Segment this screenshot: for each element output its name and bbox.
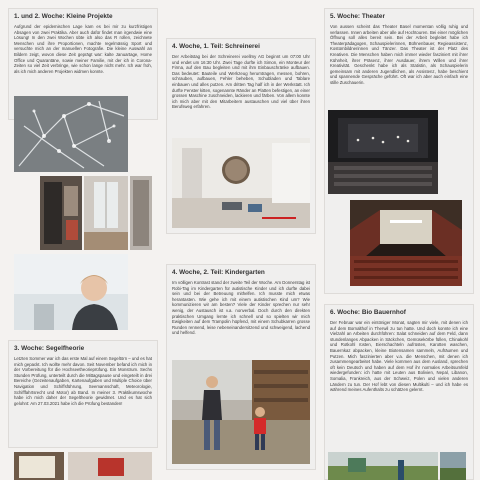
- photo-cabinet: [130, 176, 152, 250]
- section-body: Aufgrund der epidemischen Lage kam es bei mir zu kurzfristigen Absagen von zwei Praktika. Aber auch dafür findet man irgendwie eine Lösung! In den zwei Wochen übte ich also das R rollen, zeichnete Menschen und ihre Proportionen, machte regelmässig Sport und versuchte mich an der manuellen Fotografie. Die kleine Auswahl an Bildern zeigt, wovon diese Zeit geprägt war: kalte Januartage, Home Office und Quarantäne, sowie meiner Familie, mit der ich in Corona-Zeiten so viel Zeit verbringe, wie schon lange nicht mehr. Ich war froh, als ich mich anderen Projekten widmen konnte.: [14, 24, 152, 74]
- photo-frost-branches: [14, 96, 128, 172]
- photo-sailing-charts: [14, 452, 64, 480]
- section-title: 4. Woche, 1. Teil: Schreinerei: [172, 43, 260, 50]
- photo-carpentry-room: [172, 138, 310, 228]
- section-title: 5. Woche: Theater: [330, 13, 385, 20]
- photo-theater-stage: [328, 110, 438, 194]
- photo-sailing-notes: [68, 452, 152, 480]
- section-week-3: [8, 340, 158, 448]
- section-body: Letzten Sommer war ich das erste Mal auf einem Segeltörn – und es hat mich gepackt. Ich wollte mehr davon. Seit November befand ich mich in der Vorbereitung für die Hochseetheorieprüfung. Ein Monstrum. Sechs Stunden Prüfung, unterteilt durch die Mittagspause und eingeteilt in drei Bereiche (Gezeitenaufgaben, Kartenaufgaben und Multiple Choice über Navigation und Schiffsführung, Seemannschaft, Meteorologie, Schifffahrtsrecht und Motor) ab Band. In meiner 3. Praktikumswoche habe ich mich daher der Segeltheorie gewidmet. Und es hat sich gelohnt: Am 27.03.2021 habe ich die Prüfung bestanden!: [14, 356, 152, 406]
- photo-kindergarten: [172, 360, 310, 464]
- section-title: 1. und 2. Woche: Kleine Projekte: [14, 13, 113, 20]
- photo-theater-hall: [350, 200, 462, 286]
- section-body: Der Arbeitstag bei der Schreinerei voellmy AG beginnt um 07:00 Uhr und endet um 16:30 Uhr. Zwei Tage durfte ich Simon, ein Monteur der Firma, auf den Bau begleiten und mit ihm Einbauschränke aufbauen. Das bedeutet: Bauteile und Werkzeug herumtragen, messen, bohren, schrauben, aufbauen, Fehler beheben, Schubladen und Tablare einbauen und alles putzen. Am dritten Tag half ich in der Werkstatt. Ich durfte Fenster kitten, sogenannte Ränder an Platten befestigen, an einer grossen Maschine zuschneiden, lackieren und färben. Von allem konnte ich mich aber mit den Mitarbeitern austauschen und viel über ihren Berufsweg erfahren.: [172, 54, 310, 110]
- section-title: 4. Woche, 2. Teil: Kindergarten: [172, 269, 265, 276]
- section-title: 6. Woche: Bio Bauernhof: [330, 309, 406, 316]
- photo-home-office: [40, 176, 82, 250]
- section-body: Von aussen scheint das Theater Basel momentan völlig ruhig und verlassen. Innen arbeiten aber alle auf Hochtouren. Bei einer möglichen Öffnung soll alles bereit sein. Bei der Arbeit begleitet habe ich Theaterpädagogen, Schauspielerinnen, Bühnenbauer, Regieassistenz, Kostümbildnerinnen und Tänzer. Das Theater ist der Platz des Kreativen. Die Menschen haben mich immer wieder fasziniert mit ihrer Kühnheit, ihrer Präsenz, ihrer Ausdauer, ihrem Willen und ihrer Kreativität. Geschenkt habe ich als Statistin, als Schauspielerin gemeinsam mit anderen Jugendlichen, als Assistenz, habe beschient und spannende Gespräche geführt. Oft war ich aber auch einfach eine stille Zuschauerin.: [330, 24, 468, 85]
- photo-window-room: [84, 176, 128, 250]
- section-title: 3. Woche: Segelfheorie: [14, 345, 85, 352]
- section-body: Der Februar war ein eintöniger Monat, sagten mir viele, mit denen ich auf dem Bornalthof in Therwil zu tun hatte. Und doch konnte ich eine Vielzahl an Arbeiten durchführen: Salat schneiden auf dem Feld, dann stundenlanges Abpacken in Säckchen, Gemüsekörbe füllen, Chinakohl und Rotkohl rüsten, Eierschachteln aufrüsten, Karotten waschen, Bauernkaz abpacken, kleine Biotensamen sammeln, Aufräumen und Putzen. Mich faszinierten aber v.a. die Menschen, mit denen ich zusammengearbeitet habe. Viele kommen aus dem Ausland, sprechen oft kein Deutsch und haben auf dem Hof ihr normales Arbeitsumfeld wiedergefunden: ich hatte mit Leuten aus Bolivien, Nepal, Libanon, Somalia, Frankreich, aus der Schweiz, Polen und vielen anderen Ländern zu tun. Der Hof lebt von diesen Multikulti – und ich habe es während meines Aufenthalts zu schätzen gelernt.: [330, 320, 468, 393]
- section-body: Im völligen Kontrast stand der zweite Teil der Woche. Am Donnerstag ist Robi-Tag im Kindergarten für autistische Kinder und ich durfte dabei sein und bei der Betreuung mithelfen. Ich musste mich etwas herantasten. Wie gehe ich mit einem autistischen Kind um? Wie kommunizieren wir am besten? Viele der Kinder sprechen nur sehr wenig, der Austausch ist v.a. nonverbal. Doch durch den direkten praktischen Umgang lernte ich schnell und so spielten wir mich Ewigkeiten auf dem Trampolin hüpfend, mit einem Schubkarren grosse Runden rennend, leise nebeneinandersitzend und schweigend, lachend und helfend.: [172, 280, 310, 336]
- photo-farm-field: [440, 452, 466, 480]
- photo-family-portrait: [14, 254, 128, 330]
- photo-organic-farm: [328, 452, 438, 480]
